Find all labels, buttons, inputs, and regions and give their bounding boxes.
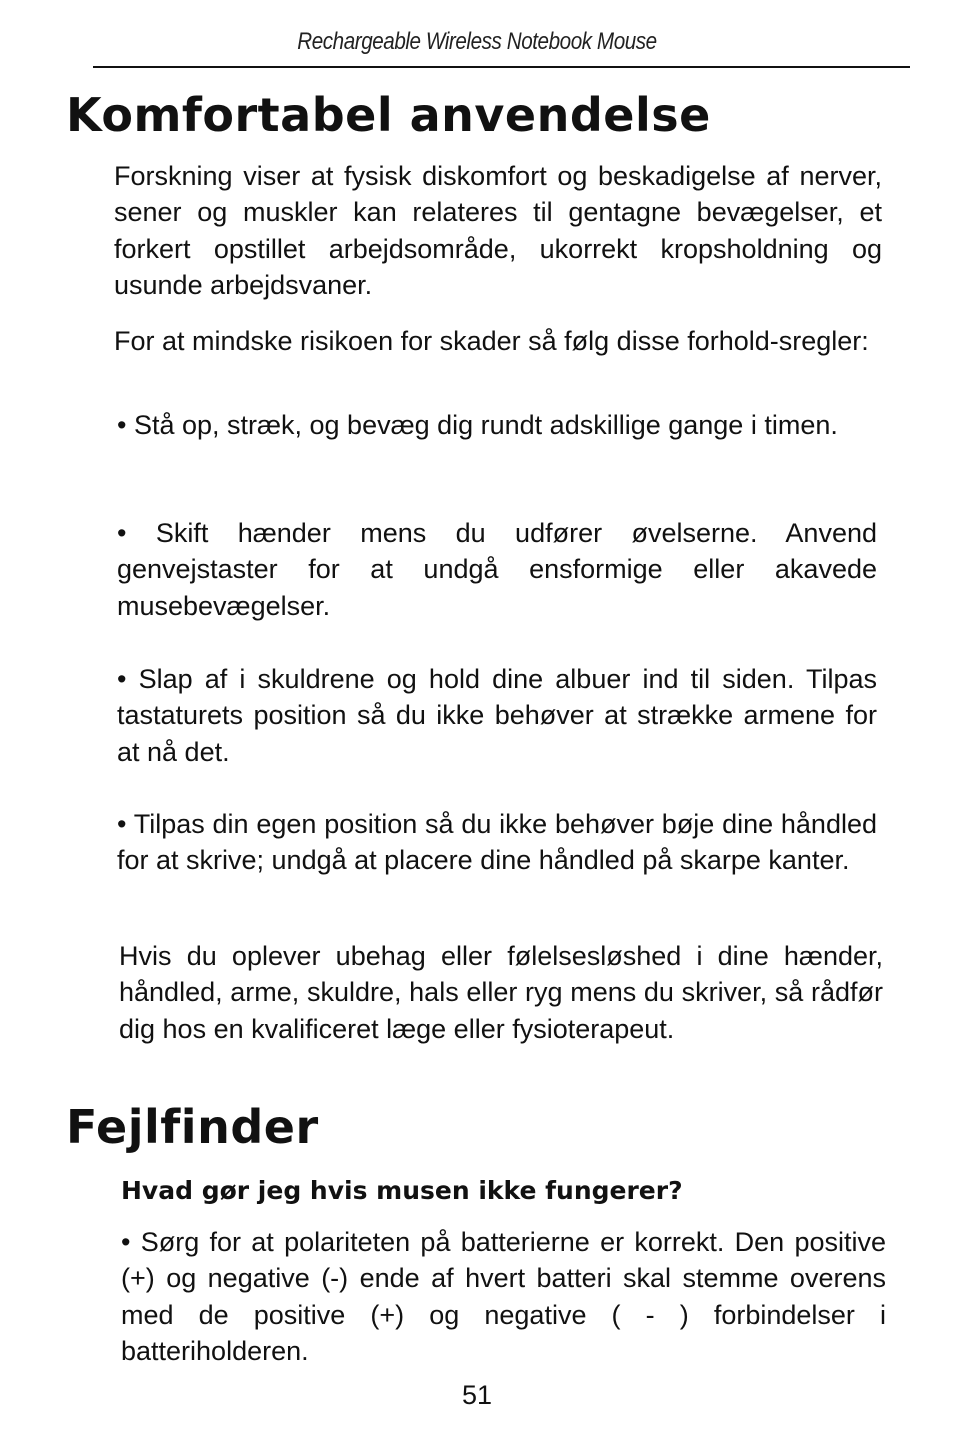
bullet-item-adjust-position: • Tilpas din egen position så du ikke behøver bøje dine håndled for at skrive; undgå at placere dine håndled på skarpe kanter. [117,809,877,876]
bullet-item-switch-hands: • Skift hænder mens du udfører øvelserne. Anvend genvejstaster for at undgå ensformige eller akavede musebevægelser. [117,518,877,621]
precautions-lead: For at mindske risikoen for skader så følg disse forhold-sregler: [114,326,869,356]
faq-answer: • Sørg for at polariteten på batterierne er korrekt. Den positive (+) og negative (-) ende af hvert batteri skal stemme overens med de positive (+) og negative ( - ) forbindelser i batteriholderen. [121,1227,886,1366]
page-number: 51 [461,1380,493,1410]
bullet-item-relax-shoulders: • Slap af i skuldrene og hold dine albuer ind til siden. Tilpas tastaturets position så du ikke behøver at strække armene for at nå det. [117,664,877,767]
section-title-comfort: Komfortabel anvendelse [66,88,711,142]
section-title-troubleshooting: Fejlfinder [66,1100,319,1154]
bullet-item-stand-up: • Stå op, stræk, og bevæg dig rundt adskillige gange i timen. [117,410,838,440]
running-header: Rechargeable Wireless Notebook Mouse [297,28,657,55]
header-rule [93,66,910,68]
closing-paragraph: Hvis du oplever ubehag eller følelsesløshed i dine hænder, håndled, arme, skuldre, hals eller ryg mens du skriver, så rådfør dig hos en kvalificeret læge eller fysioterapeut. [119,941,883,1044]
intro-paragraph: Forskning viser at fysisk diskomfort og beskadigelse af nerver, sener og muskler kan relateres til gentagne bevægelser, et forkert opstillet arbejdsområde, ukorrekt kropsholdning og usunde arbejdsvaner. [114,161,882,300]
faq-question: Hvad gør jeg hvis musen ikke fungerer? [121,1176,683,1205]
